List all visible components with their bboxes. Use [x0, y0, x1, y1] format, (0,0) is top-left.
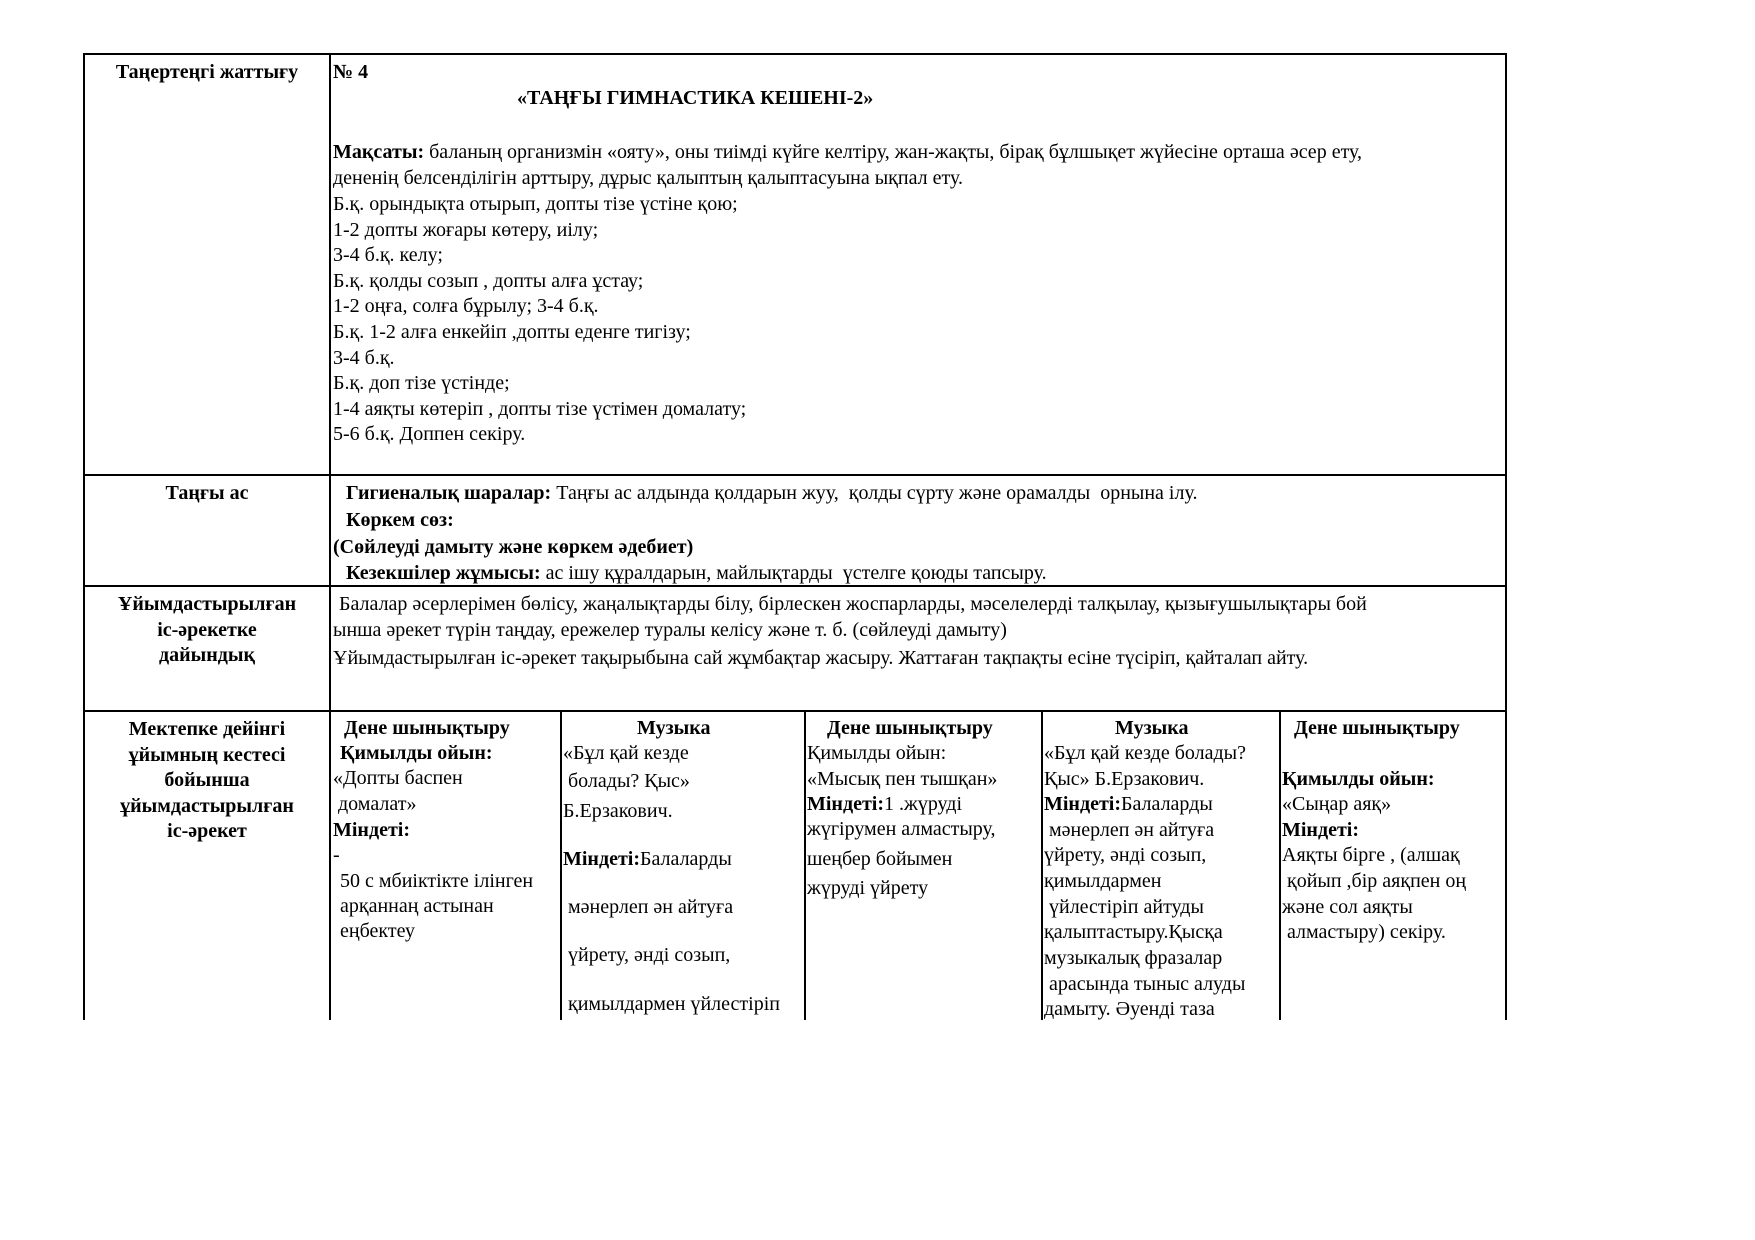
schedule-label-line: бойынша [164, 769, 250, 792]
song-title: болады? Қыс» [568, 770, 690, 792]
table-border-left [83, 53, 85, 1020]
task-line: қойып ,бір аяқпен оң [1287, 870, 1467, 892]
day-heading: Дене шынықтыру [1294, 717, 1460, 739]
duty-text: ас ішу құралдарын, майлықтарды үстелге қоюды тапсыру. [545, 562, 1047, 584]
task-line: үйлестіріп айтуды [1049, 896, 1204, 918]
task-line: алмастыру) секіру. [1287, 921, 1446, 943]
table-border-right [1505, 53, 1507, 1020]
task-line: және сол аяқты [1282, 896, 1413, 918]
task-line: мәнерлеп ән айтуға [1049, 819, 1215, 841]
day-heading: Дене шынықтыру [344, 717, 510, 739]
song-title: «Бұл қай кезде болады? [1044, 742, 1246, 764]
day-divider-4 [1279, 711, 1281, 1020]
hygiene-text: Таңғы ас алдында қолдарын жуу, қолды сүрту және орамалды орнына ілу. [556, 482, 1198, 504]
task-line: жүгірумен алмастыру, [807, 818, 996, 840]
song-author: Б.Ерзакович. [563, 800, 673, 822]
game-label: Қимылды ойын: [807, 742, 947, 764]
game-label: Қимылды ойын: [340, 742, 493, 764]
game-name: домалат» [338, 793, 417, 815]
task-label: Міндеті: [1282, 819, 1359, 841]
task-line: үйрету, әнді созып, [568, 944, 731, 966]
game-name: «Сыңар аяқ» [1282, 793, 1392, 815]
exercise-step: Б.қ. орындықта отырып, допты тізе үстіне қою; [333, 193, 738, 215]
task-line: арқаннаң астынан [340, 895, 494, 917]
preparation-line: ынша әрекет түрін таңдау, ережелер туралы келісу және т. б. (сөйлеуді дамыту) [333, 619, 1007, 641]
exercise-step: 1-2 допты жоғары көтеру, иілу; [333, 218, 599, 241]
morning-exercise-label: Таңертеңгі жаттығу [115, 61, 299, 83]
label-column-divider [329, 53, 331, 1020]
day-divider-1 [560, 711, 562, 1020]
game-label: Қимылды ойын: [1282, 768, 1435, 790]
exercise-step: 1-2 оңға, солға бұрылу; 3-4 б.қ. [333, 295, 599, 318]
task-line: 50 с мбиіктікте ілінген [340, 870, 534, 892]
task-line: арасында тыныс алуды [1049, 973, 1246, 995]
task-line: еңбектеу [340, 920, 415, 942]
goal-line-1 [333, 140, 1362, 166]
task-line: музыкалық фразалар [1044, 947, 1223, 969]
task-label: Міндеті: [333, 819, 410, 841]
exercise-number: № 4 [333, 61, 369, 83]
task-text: Балаларды [1121, 793, 1213, 815]
goal-line-2: дененің белсенділігін арттыру, дұрыс қалыптың қалыптасуына ықпал ету. [333, 167, 963, 189]
preparation-line: Ұйымдастырылған іс-әрекет тақырыбына сай жұмбақтар жасыру. Жаттаған тақпақты есіне түсіріп, қайталап айту. [333, 647, 1309, 669]
row-divider-3 [83, 710, 1507, 712]
task-line [807, 792, 962, 818]
task-line: жүруді үйрету [807, 877, 929, 899]
task-label: Міндеті: [1044, 793, 1121, 815]
task-line: дамыту. Әуенді таза [1044, 998, 1215, 1020]
song-title: «Бұл қай кезде [563, 742, 689, 764]
task-line: қимылдармен үйлестіріп [568, 993, 780, 1015]
task-line: мәнерлеп ән айтуға [568, 896, 734, 918]
task-line: қимылдармен [1044, 870, 1162, 892]
goal-text: баланың организмін «ояту», оны тиімді күйге келтіру, жан-жақты, бірақ бұлшықет жүйесіне орташа әсер ету, [429, 141, 1363, 163]
duty-label: Кезекшілер жұмысы: [346, 562, 541, 584]
day-divider-3 [1041, 711, 1043, 1020]
task-label: Міндеті: [807, 793, 884, 815]
day-divider-2 [804, 711, 806, 1020]
exercise-step: 3-4 б.қ. келу; [333, 244, 443, 267]
day-heading: Музыка [1115, 717, 1189, 739]
task-line: қалыптастыру.Қысқа [1044, 921, 1223, 943]
exercise-step: Б.қ. қолды созып , допты алға ұстау; [333, 269, 644, 292]
schedule-label-line: ұйымның кестесі [128, 743, 286, 766]
row-divider-1 [83, 474, 1507, 476]
exercise-step: 3-4 б.қ. [333, 346, 395, 369]
preparation-label-line: дайындық [158, 644, 256, 667]
game-name: «Допты баспен [333, 767, 463, 789]
exercise-step: 1-4 аяқты көтеріп , допты тізе үстімен домалату; [333, 397, 747, 420]
day-heading: Музыка [637, 717, 711, 739]
task-line [1044, 792, 1213, 818]
hygiene-line [346, 481, 1197, 507]
breakfast-label: Таңғы ас [165, 482, 249, 504]
schedule-label-line: ұйымдастырылған [120, 794, 294, 817]
task-dash: - [333, 844, 340, 866]
song-title: Қыс» Б.Ерзакович. [1044, 768, 1205, 790]
exercise-title: «ТАҢҒЫ ГИМНАСТИКА КЕШЕНІ-2» [517, 87, 874, 109]
goal-label: Мақсаты: [333, 141, 425, 163]
art-word-subtitle: (Сөйлеуді дамыту және көркем әдебиет) [333, 536, 694, 558]
task-text: 1 .жүруді [884, 793, 963, 815]
task-line [563, 847, 732, 873]
schedule-label-line: Мектепке дейінгі [128, 718, 286, 740]
hygiene-label: Гигиеналық шаралар: [346, 482, 552, 504]
preparation-label-line: іс-әрекетке [157, 618, 257, 641]
schedule-label-line: іс-әрекет [167, 820, 247, 843]
preparation-line: Балалар әсерлерімен бөлісу, жаңалықтарды білу, бірлескен жоспарларды, мәселелерді талқылау, қызығушылықтары бой [339, 593, 1367, 615]
duty-line [346, 561, 1047, 587]
art-word-label: Көркем сөз: [346, 509, 454, 531]
task-label: Міндеті: [563, 848, 640, 870]
task-line: шеңбер бойымен [807, 848, 953, 870]
table-border-top [83, 53, 1507, 55]
preparation-label-line: Ұйымдастырылған [117, 593, 297, 615]
task-line: үйрету, әнді созып, [1044, 844, 1207, 866]
exercise-step: Б.қ. доп тізе үстінде; [333, 372, 510, 395]
task-text: Балаларды [640, 848, 732, 870]
task-line: Аяқты бірге , (алшақ [1282, 844, 1460, 866]
game-name: «Мысық пен тышқан» [807, 768, 998, 790]
exercise-step: 5-6 б.қ. Доппен секіру. [333, 423, 526, 446]
exercise-step: Б.қ. 1-2 алға енкейіп ,допты еденге тигізу; [333, 321, 691, 343]
day-heading: Дене шынықтыру [827, 717, 993, 739]
